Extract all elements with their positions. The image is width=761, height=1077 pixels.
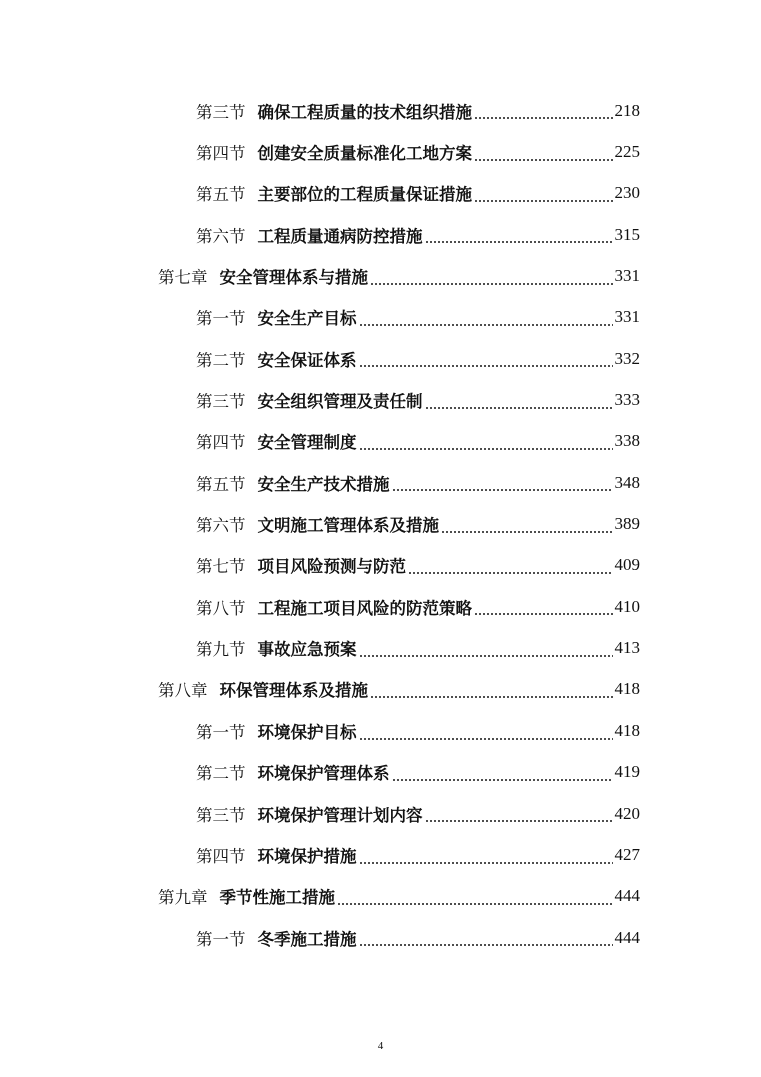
toc-entry-title: 环境保护管理计划内容 [257,805,423,825]
toc-section-entry[interactable] [0,793,761,834]
dot-leader [474,200,613,202]
dot-leader [425,407,613,409]
toc-entry-number: 第一节 [196,309,246,329]
toc-entry-page: 332 [614,348,640,368]
toc-entry-title: 安全管理体系与措施 [219,268,368,288]
toc-entry-page: 315 [614,224,640,244]
toc-entry-page: 409 [614,555,640,575]
toc-entry-page: 419 [614,762,640,782]
dot-leader [337,903,613,905]
toc-chapter-entry[interactable] [0,255,761,296]
toc-entry-title: 安全组织管理及责任制 [257,392,423,412]
toc-entry-title: 冬季施工措施 [257,929,357,949]
toc-entry-title: 主要部位的工程质量保证措施 [257,185,472,205]
toc-entry-title: 环境保护措施 [257,846,357,866]
toc-entry-page: 413 [614,638,640,658]
dot-leader [474,613,613,615]
toc-entry-number: 第七章 [158,268,208,288]
toc-entry-page: 218 [614,100,640,120]
dot-leader [359,655,613,657]
toc-entry-number: 第二节 [196,350,246,370]
toc-entry-number: 第一节 [196,722,246,742]
dot-leader [359,944,613,946]
toc-entry-title: 工程质量通病防控措施 [257,226,423,246]
dot-leader [370,696,613,698]
toc-entry-title: 安全保证体系 [257,350,357,370]
dot-leader [474,117,613,119]
toc-entry-title: 创建安全质量标准化工地方案 [257,144,472,164]
toc-entry-number: 第五节 [196,474,246,494]
toc-entry-title: 工程施工项目风险的防范策略 [257,598,472,618]
toc-entry-number: 第九节 [196,640,246,660]
toc-entry-page: 418 [614,679,640,699]
toc-section-entry[interactable] [0,627,761,668]
toc-section-entry[interactable] [0,586,761,627]
toc-chapter-entry[interactable] [0,876,761,917]
toc-entry-number: 第三节 [196,102,246,122]
toc-entry-title: 确保工程质量的技术组织措施 [257,102,472,122]
toc-entry-number: 第六节 [196,516,246,536]
dot-leader [359,738,613,740]
toc-entry-page: 348 [614,472,640,492]
toc-entry-number: 第五节 [196,185,246,205]
toc-entry-page: 418 [614,720,640,740]
dot-leader [392,489,613,491]
toc-entry-number: 第七节 [196,557,246,577]
toc-section-entry[interactable] [0,917,761,958]
toc-entry-title: 安全生产技术措施 [257,474,390,494]
toc-section-entry[interactable] [0,503,761,544]
toc-entry-title: 环境保护管理体系 [257,764,390,784]
dot-leader [441,531,613,533]
toc-entry-page: 225 [614,142,640,162]
toc-entry-page: 338 [614,431,640,451]
toc-entry-number: 第二节 [196,764,246,784]
page-number: 4 [377,1040,384,1052]
toc-section-entry[interactable] [0,545,761,586]
dot-leader [359,862,613,864]
toc-entry-page: 333 [614,390,640,410]
toc-entry-page: 331 [614,266,640,286]
toc-section-entry[interactable] [0,752,761,793]
toc-section-entry[interactable] [0,338,761,379]
toc-entry-number: 第三节 [196,805,246,825]
toc-entry-number: 第一节 [196,929,246,949]
dot-leader [425,241,613,243]
toc-entry-page: 444 [614,927,640,947]
toc-entry-page: 230 [614,183,640,203]
dot-leader [425,820,613,822]
toc-entry-page: 410 [614,596,640,616]
toc-entry-number: 第三节 [196,392,246,412]
toc-entry-number: 第六节 [196,226,246,246]
toc-entry-number: 第四节 [196,846,246,866]
dot-leader [359,448,613,450]
toc-entry-page: 444 [614,886,640,906]
toc-entry-page: 331 [614,307,640,327]
toc-section-entry[interactable] [0,462,761,503]
toc-entry-title: 事故应急预案 [257,640,357,660]
toc-section-entry[interactable] [0,173,761,214]
toc-section-entry[interactable] [0,710,761,751]
toc-section-entry[interactable] [0,131,761,172]
toc-entry-number: 第九章 [158,888,208,908]
toc-entry-page: 389 [614,514,640,534]
dot-leader [370,283,613,285]
dot-leader [408,572,613,574]
toc-entry-title: 环境保护目标 [257,722,357,742]
dot-leader [359,324,613,326]
toc-entry-number: 第八节 [196,598,246,618]
toc-section-entry[interactable] [0,214,761,255]
toc-entry-number: 第四节 [196,433,246,453]
toc-entry-number: 第八章 [158,681,208,701]
toc-entry-title: 文明施工管理体系及措施 [257,516,439,536]
toc-entry-number: 第四节 [196,144,246,164]
toc-section-entry[interactable] [0,379,761,420]
toc-section-entry[interactable] [0,421,761,462]
toc-entry-page: 420 [614,803,640,823]
table-of-contents [0,90,761,958]
toc-chapter-entry[interactable] [0,669,761,710]
toc-entry-title: 安全生产目标 [257,309,357,329]
toc-entry-title: 环保管理体系及措施 [219,681,368,701]
dot-leader [359,365,613,367]
toc-section-entry[interactable] [0,297,761,338]
toc-entry-page: 427 [614,844,640,864]
dot-leader [474,159,613,161]
toc-entry-title: 项目风险预测与防范 [257,557,406,577]
toc-entry-title: 安全管理制度 [257,433,357,453]
dot-leader [392,779,613,781]
toc-section-entry[interactable] [0,90,761,131]
toc-section-entry[interactable] [0,834,761,875]
toc-entry-title: 季节性施工措施 [219,888,335,908]
